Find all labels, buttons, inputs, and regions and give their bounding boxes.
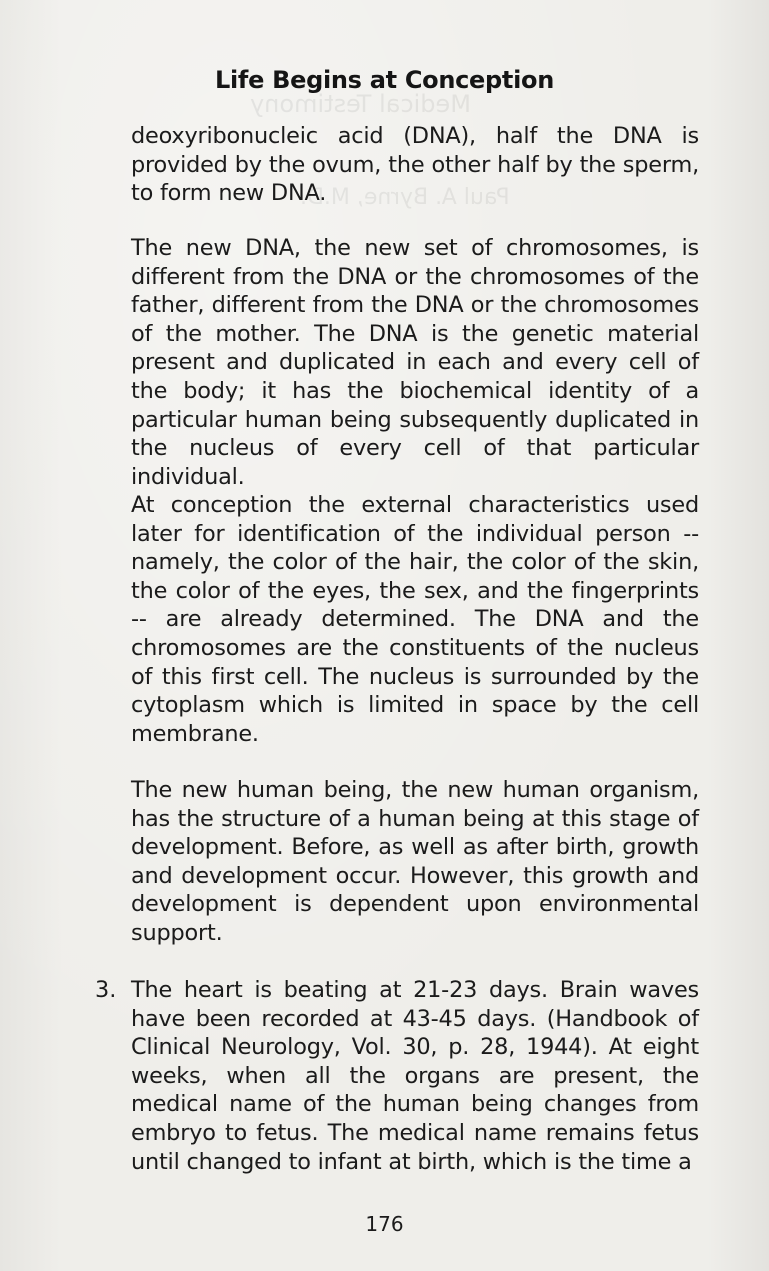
running-head: Life Begins at Conception (215, 66, 554, 94)
show-through-text: Paul A. Byrne, M.D. (300, 185, 510, 210)
paragraph-text: The new DNA, the new set of chromosomes, is different from the DNA or the chromosomes of the father, different from the DNA or the chromosomes of the mother. The DNA is the genetic material present and duplicated in each and every cell of the body; it has the biochemical identity of a particular human being subsequently duplicated in the nucleus of every cell of that particular individual. (131, 235, 699, 490)
paragraph-dna-continuation (131, 122, 699, 208)
page-number: 176 (365, 1212, 404, 1236)
paragraph-text: At conception the external characteristics used later for identification of the individual person -- namely, the color of the hair, the color of the skin, the color of the eyes, the sex, and the fingerprints -- are already determined. The DNA and the chromosomes are the constituents of the nucleus of this first cell. The nucleus is surrounded by the cytoplasm which is limited in space by the cell membrane. (131, 492, 699, 747)
paragraph-external-characteristics (131, 491, 699, 748)
paragraph-text: The new human being, the new human organism, has the structure of a human being at this stage of development. Before, as well as after birth, growth and development occur. However, this growth and development is dependent upon environmental support. (131, 777, 699, 946)
paragraph-text: deoxyribonucleic acid (DNA), half the DNA is provided by the ovum, the other half by the sperm, to form new DNA. (131, 123, 699, 207)
list-item-text: The heart is beating at 21-23 days. Brain waves have been recorded at 43-45 days. (Handbook of Clinical Neurology, Vol. 30, p. 28, 1944). At eight weeks, when all the organs are present, the medical name of the human being changes from embryo to fetus. The medical name remains fetus until changed to infant at birth, which is the time a (131, 977, 699, 1175)
show-through-text: Medical Testimony (250, 90, 471, 118)
list-item-number: 3. (95, 977, 117, 1003)
paragraph-new-human-being (131, 776, 699, 948)
paragraph-new-dna (131, 234, 699, 491)
list-item-3 (131, 976, 699, 1176)
